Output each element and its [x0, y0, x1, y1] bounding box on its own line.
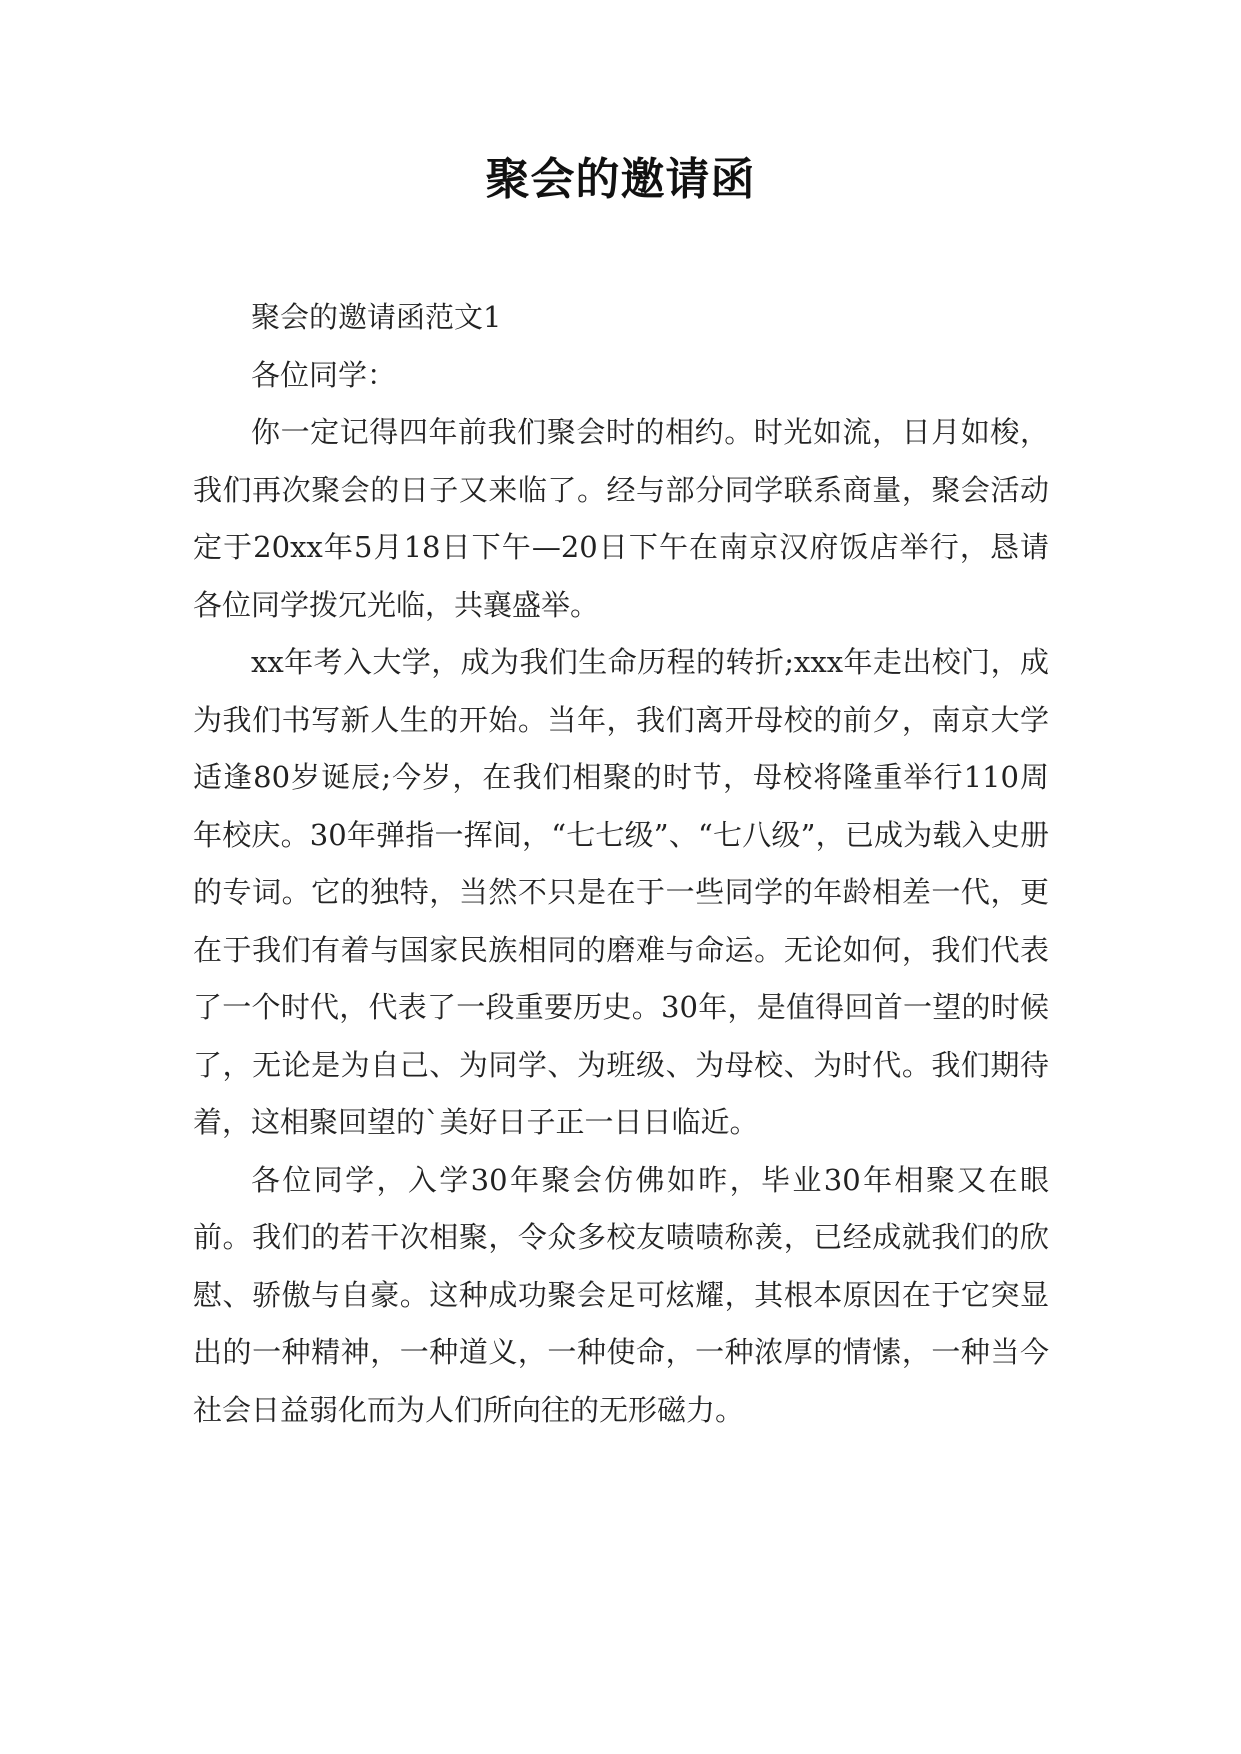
- document-body: [193, 289, 1049, 1439]
- paragraph-invitation: 你一定记得四年前我们聚会时的相约。时光如流，日月如梭，我们再次聚会的日子又来临了。经与部分同学联系商量，聚会活动定于20xx年5月18日下午—20日下午在南京汉府饭店举行，恳请各位同学拨冗光临，共襄盛举。: [193, 415, 1049, 622]
- salutation: 各位同学：: [251, 357, 397, 392]
- section-heading: 聚会的邀请函范文1: [251, 300, 502, 334]
- paragraph-reflection: 各位同学，入学30年聚会仿佛如昨，毕业30年相聚又在眼前。我们的若干次相聚，令众多校友啧啧称羡，已经成就我们的欣慰、骄傲与自豪。这种成功聚会足可炫耀，其根本原因在于它突显出的一种精神，一种道义，一种使命，一种浓厚的情愫，一种当今社会日益弱化而为人们所向往的无形磁力。: [193, 1162, 1049, 1427]
- document-title: 聚会的邀请函: [485, 154, 756, 205]
- paragraph-history: xx年考入大学，成为我们生命历程的转折;xxx年走出校门，成为我们书写新人生的开始。当年，我们离开母校的前夕，南京大学适逢80岁诞辰;今岁，在我们相聚的时节，母校将隆重举行110周年校庆。30年弹指一挥间，“七七级”、“七八级”，已成为载入史册的专词。它的独特，当然不只是在于一些同学的年龄相差一代，更在于我们有着与国家民族相同的磨难与命运。无论如何，我们代表了一个时代，代表了一段重要历史。30年，是值得回首一望的时候了，无论是为自己、为同学、为班级、为母校、为时代。我们期待着，这相聚回望的`美好日子正一日日临近。: [193, 645, 1049, 1139]
